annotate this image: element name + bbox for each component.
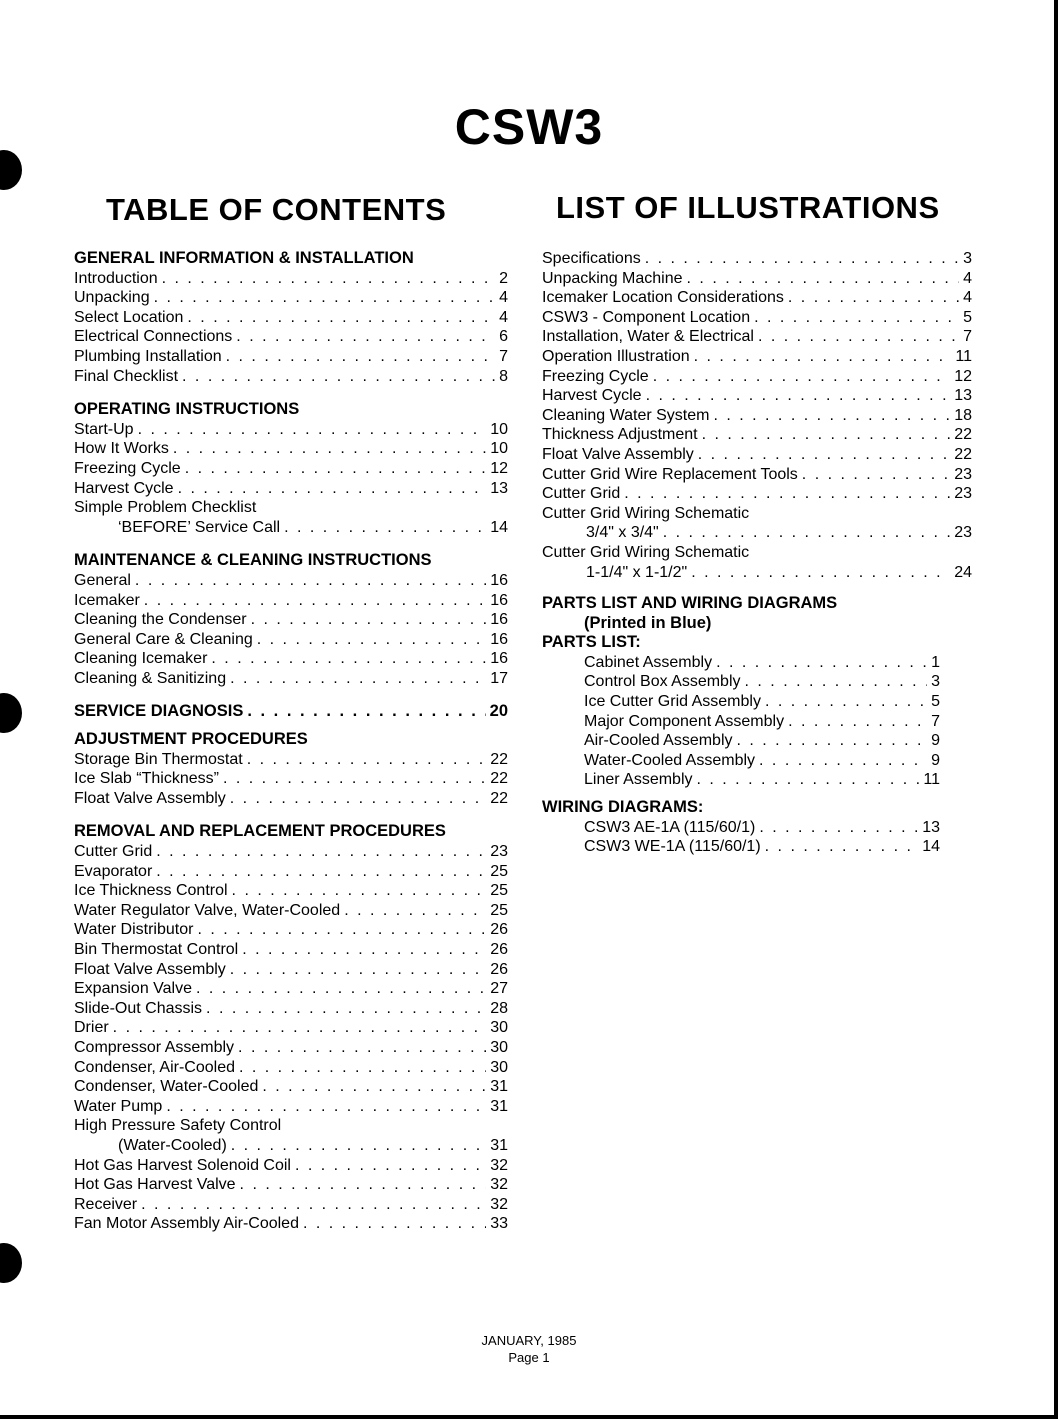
toc-entry[interactable]	[542, 347, 972, 367]
dot-leader	[242, 940, 486, 960]
entry-page: 16	[490, 571, 508, 589]
dot-leader	[737, 731, 928, 751]
dot-leader	[154, 288, 495, 308]
toc-entry[interactable]	[542, 504, 972, 524]
entry-label: Final Checklist	[74, 367, 179, 385]
entry-label: Hot Gas Harvest Solenoid Coil	[74, 1156, 291, 1174]
entry-label: Unpacking	[74, 289, 150, 307]
entry-label: Unpacking Machine	[542, 269, 683, 287]
entry-label: Operation Illustration	[542, 347, 690, 365]
dot-leader	[758, 327, 959, 347]
parts-heading: PARTS LIST AND WIRING DIAGRAMS	[542, 594, 838, 613]
parts-list-heading: PARTS LIST:	[542, 633, 641, 652]
entry-page: 4	[499, 308, 508, 326]
toc-entry[interactable]	[74, 789, 508, 809]
toc-entry[interactable]	[542, 543, 972, 563]
toc-entry[interactable]	[74, 881, 508, 901]
entry-label: Water Regulator Valve, Water-Cooled	[74, 901, 341, 919]
toc-section-heading: ADJUSTMENT PROCEDURES	[74, 730, 308, 749]
entry-label: Ice Cutter Grid Assembly	[584, 693, 761, 711]
entry-label: Thickness Adjustment	[542, 426, 698, 444]
entry-page: 31	[490, 1136, 508, 1154]
entry-page: 18	[954, 406, 972, 424]
entry-label: Air-Cooled Assembly	[584, 732, 733, 750]
dot-leader	[232, 881, 487, 901]
toc-entry[interactable]	[74, 571, 508, 591]
entry-label: CSW3 WE-1A (115/60/1)	[584, 838, 761, 856]
toc-entry[interactable]	[74, 327, 508, 347]
dot-leader	[663, 523, 950, 543]
entry-page: 2	[499, 269, 508, 287]
dot-leader	[759, 818, 918, 838]
entry-label: How It Works	[74, 440, 169, 458]
dot-leader	[173, 439, 486, 459]
dot-leader	[166, 1097, 486, 1117]
toc-entry[interactable]	[74, 308, 508, 328]
entry-page: 26	[490, 960, 508, 978]
toc-entry[interactable]	[584, 751, 940, 771]
illustrations-heading: LIST OF ILLUSTRATIONS	[556, 190, 940, 225]
toc-entry[interactable]	[584, 731, 940, 751]
toc-entry[interactable]	[74, 1077, 508, 1097]
toc-entry[interactable]	[584, 770, 940, 790]
entry-page: 9	[931, 751, 940, 769]
toc-section-heading: REMOVAL AND REPLACEMENT PROCEDURES	[74, 822, 446, 841]
wiring-heading: WIRING DIAGRAMS:	[542, 798, 704, 817]
entry-label: Condenser, Water-Cooled	[74, 1078, 259, 1096]
toc-section-heading: OPERATING INSTRUCTIONS	[74, 400, 300, 419]
entry-page: 11	[923, 771, 940, 789]
entry-page: 30	[490, 1019, 508, 1037]
dot-leader	[226, 347, 495, 367]
entry-page: 3	[931, 673, 940, 691]
entry-label: Cleaning the Condenser	[74, 611, 247, 629]
toc-entry[interactable]	[542, 288, 972, 308]
toc-entry[interactable]	[584, 837, 940, 857]
entry-page: 14	[922, 838, 940, 856]
dot-leader	[645, 249, 959, 269]
entry-label: Cleaning Icemaker	[74, 650, 208, 668]
entry-page: 4	[963, 289, 972, 307]
entry-label: Cutter Grid	[542, 485, 621, 503]
dot-leader	[197, 920, 486, 940]
entry-label: Water Pump	[74, 1097, 163, 1115]
entry-page: 8	[499, 367, 508, 385]
toc-entry[interactable]	[74, 591, 508, 611]
toc-entry[interactable]	[542, 465, 972, 485]
entry-label: Major Component Assembly	[584, 712, 785, 730]
toc-entry[interactable]	[74, 498, 508, 518]
dot-leader	[765, 837, 919, 857]
entry-page: 11	[955, 347, 972, 365]
entry-label: Bin Thermostat Control	[74, 941, 239, 958]
toc-entry[interactable]	[542, 269, 972, 289]
entry-label: Receiver	[74, 1195, 138, 1213]
toc-entry[interactable]	[74, 960, 508, 980]
toc-entry[interactable]	[584, 672, 940, 692]
toc-entry[interactable]	[542, 484, 972, 504]
dot-leader	[231, 1136, 486, 1156]
dot-leader	[247, 702, 485, 722]
toc-entry[interactable]	[74, 367, 508, 387]
dot-leader	[284, 518, 486, 538]
footer-date: JANUARY, 1985	[481, 1333, 577, 1348]
dot-leader	[257, 630, 486, 650]
toc-entry[interactable]	[74, 269, 508, 289]
entry-page: 23	[954, 465, 972, 483]
entry-label: General Care & Cleaning	[74, 630, 253, 648]
entry-label: Drier	[74, 1019, 109, 1037]
entry-label: Float Valve Assembly	[74, 789, 226, 807]
toc-section-heading	[74, 702, 508, 722]
entry-label: Control Box Assembly	[584, 673, 741, 691]
entry-label: Water-Cooled Assembly	[584, 751, 756, 769]
toc-entry[interactable]	[74, 1116, 508, 1136]
entry-label: CSW3 - Component Location	[542, 308, 751, 326]
dot-leader	[230, 960, 486, 980]
dot-leader	[713, 406, 950, 426]
illustrations-column	[542, 249, 972, 857]
toc-entry[interactable]	[74, 1097, 508, 1117]
dot-leader	[156, 862, 486, 882]
toc-entry[interactable]	[74, 479, 508, 499]
dot-leader	[295, 1156, 486, 1176]
entry-page: 16	[490, 611, 508, 629]
toc-entry[interactable]	[74, 979, 508, 999]
section-page: 20	[489, 702, 508, 721]
entry-label: Simple Problem Checklist	[74, 499, 257, 517]
entry-label: Harvest Cycle	[542, 387, 642, 405]
entry-label: Condenser, Air-Cooled	[74, 1058, 235, 1076]
entry-page: 17	[490, 669, 508, 687]
entry-page: 22	[954, 426, 972, 444]
toc-entry[interactable]	[74, 347, 508, 367]
dot-leader	[697, 770, 920, 790]
entry-page: 22	[490, 770, 508, 788]
entry-page: 1	[931, 653, 940, 671]
entry-page: 7	[499, 347, 508, 365]
entry-page: 24	[954, 563, 972, 581]
entry-label: Cleaning Water System	[542, 406, 710, 424]
entry-page: 25	[490, 882, 508, 900]
entry-page: 16	[490, 630, 508, 648]
dot-leader	[206, 999, 486, 1019]
toc-entry[interactable]	[74, 420, 508, 440]
toc-entry[interactable]	[74, 459, 508, 479]
entry-page: 4	[499, 289, 508, 307]
dot-leader	[138, 420, 487, 440]
entry-page: 5	[963, 308, 972, 326]
entry-label: Expansion Valve	[74, 980, 192, 998]
toc-entry[interactable]	[74, 610, 508, 630]
entry-page: 31	[490, 1097, 508, 1115]
dot-leader	[113, 1018, 487, 1038]
entry-page: 16	[490, 591, 508, 609]
entry-page: 26	[490, 921, 508, 939]
dot-leader	[135, 571, 486, 591]
dot-leader	[788, 712, 927, 732]
entry-label: Cleaning & Sanitizing	[74, 669, 227, 687]
entry-page: 30	[490, 1038, 508, 1056]
entry-page: 7	[963, 328, 972, 346]
entry-page: 32	[490, 1195, 508, 1213]
dot-leader	[211, 649, 486, 669]
entry-page: 3	[963, 250, 972, 267]
toc-entry[interactable]	[74, 1038, 508, 1058]
dot-leader	[196, 979, 486, 999]
toc-entry[interactable]	[74, 630, 508, 650]
toc-entry[interactable]	[542, 406, 972, 426]
toc-entry[interactable]	[542, 523, 972, 543]
dot-leader	[687, 269, 960, 289]
dot-leader	[691, 563, 950, 583]
toc-entry[interactable]	[542, 327, 972, 347]
entry-page: 5	[931, 693, 940, 711]
entry-page: 10	[490, 440, 508, 458]
entry-page: 12	[490, 459, 508, 477]
entry-label: Hot Gas Harvest Valve	[74, 1176, 236, 1194]
entry-label: General	[74, 571, 131, 589]
dot-leader	[303, 1214, 486, 1234]
entry-page: 27	[490, 980, 508, 998]
toc-entry[interactable]	[74, 1195, 508, 1215]
dot-leader	[162, 269, 495, 289]
dot-leader	[247, 750, 487, 770]
toc-entry[interactable]	[74, 1156, 508, 1176]
entry-label: Introduction	[74, 269, 158, 287]
entry-page: 23	[954, 524, 972, 542]
entry-page: 23	[954, 485, 972, 503]
dot-leader	[230, 669, 486, 689]
dot-leader	[624, 484, 950, 504]
entry-page: 31	[490, 1078, 508, 1096]
entry-page: 13	[490, 479, 508, 497]
entry-page: 22	[490, 789, 508, 807]
document-title: CSW3	[454, 99, 604, 155]
parts-list	[542, 653, 940, 790]
dot-leader	[251, 610, 487, 630]
entry-page: 22	[490, 750, 508, 768]
toc-heading: TABLE OF CONTENTS	[106, 192, 447, 227]
entry-label: Cutter Grid Wire Replacement Tools	[542, 465, 798, 483]
entry-label: ‘BEFORE’ Service Call	[118, 518, 281, 536]
toc-entry[interactable]	[542, 563, 972, 583]
dot-leader	[646, 386, 951, 406]
toc-entry[interactable]	[74, 901, 508, 921]
dot-leader	[141, 1195, 486, 1215]
dot-leader	[178, 479, 487, 499]
entry-label: CSW3 AE-1A (115/60/1)	[584, 818, 756, 836]
toc-entry[interactable]	[542, 308, 972, 328]
dot-leader	[230, 789, 486, 809]
entry-label: Icemaker	[74, 591, 140, 609]
entry-label: Fan Motor Assembly Air-Cooled	[74, 1215, 299, 1233]
dot-leader	[187, 308, 495, 328]
dot-leader	[182, 367, 495, 387]
entry-label: Icemaker Location Considerations	[542, 289, 784, 307]
entry-page: 14	[490, 518, 508, 536]
entry-page: 26	[490, 941, 508, 958]
toc-entry[interactable]	[74, 769, 508, 789]
entry-label: (Water-Cooled)	[118, 1136, 227, 1154]
section-title: SERVICE DIAGNOSIS	[74, 702, 244, 721]
entry-page: 7	[931, 712, 940, 730]
entry-page: 25	[490, 862, 508, 880]
toc-entry[interactable]	[74, 920, 508, 940]
toc-entry[interactable]	[542, 367, 972, 387]
entry-label: Select Location	[74, 308, 184, 326]
toc-entry[interactable]	[74, 288, 508, 308]
dot-leader	[156, 842, 486, 862]
toc-entry[interactable]	[584, 692, 940, 712]
entry-label: Water Distributor	[74, 921, 194, 939]
entry-label: Storage Bin Thermostat	[74, 750, 243, 768]
dot-leader	[802, 465, 950, 485]
toc-entry[interactable]	[542, 386, 972, 406]
toc-entry[interactable]	[74, 1214, 508, 1234]
entry-label: Cutter Grid	[74, 843, 153, 861]
dot-leader	[236, 327, 495, 347]
entry-label: Float Valve Assembly	[542, 445, 694, 463]
entry-label: Harvest Cycle	[74, 479, 174, 497]
entry-label: Ice Slab “Thickness”	[74, 770, 219, 788]
entry-label: Evaporator	[74, 862, 153, 880]
wiring-list	[542, 818, 940, 857]
entry-page: 16	[490, 650, 508, 668]
toc-entry[interactable]	[584, 653, 940, 673]
toc-entry[interactable]	[74, 669, 508, 689]
entry-page: 12	[954, 367, 972, 385]
dot-leader	[694, 347, 952, 367]
toc-entry[interactable]	[74, 649, 508, 669]
entry-label: Cutter Grid Wiring Schematic	[542, 504, 750, 522]
entry-page: 10	[490, 420, 508, 438]
entry-label: Liner Assembly	[584, 771, 693, 789]
dot-leader	[239, 1058, 486, 1078]
entry-page: 33	[490, 1215, 508, 1233]
toc-entry[interactable]	[74, 842, 508, 862]
toc-section-heading: GENERAL INFORMATION & INSTALLATION	[74, 249, 414, 267]
entry-page: 32	[490, 1156, 508, 1174]
entry-label: Cutter Grid Wiring Schematic	[542, 543, 750, 561]
parts-note: (Printed in Blue)	[584, 613, 712, 632]
toc-entry[interactable]	[74, 1175, 508, 1195]
dot-leader	[240, 1175, 487, 1195]
entry-page: 13	[922, 818, 940, 836]
entry-label: Freezing Cycle	[74, 459, 181, 477]
dot-leader	[759, 751, 927, 771]
entry-page: 28	[490, 999, 508, 1017]
entry-label: Ice Thickness Control	[74, 882, 228, 900]
toc-entry[interactable]	[74, 940, 508, 960]
toc-entry[interactable]	[74, 750, 508, 770]
entry-page: 32	[490, 1176, 508, 1194]
entry-label: Installation, Water & Electrical	[542, 328, 754, 346]
entry-label: High Pressure Safety Control	[74, 1117, 282, 1135]
toc-entry[interactable]	[542, 445, 972, 465]
entry-label: Float Valve Assembly	[74, 960, 226, 978]
entry-page: 30	[490, 1058, 508, 1076]
toc-entry[interactable]	[584, 712, 940, 732]
dot-leader	[788, 288, 959, 308]
dot-leader	[754, 308, 959, 328]
toc-entry[interactable]	[74, 1058, 508, 1078]
dot-leader	[653, 367, 951, 387]
entry-page: 6	[499, 328, 508, 346]
entry-label: 3/4" x 3/4"	[586, 524, 659, 542]
toc-entry[interactable]	[74, 518, 508, 538]
entry-label: Specifications	[542, 250, 641, 267]
toc-entry[interactable]	[74, 862, 508, 882]
toc-entry[interactable]	[542, 425, 972, 445]
toc-entry[interactable]	[584, 818, 940, 838]
dot-leader	[262, 1077, 486, 1097]
dot-leader	[185, 459, 487, 479]
entry-page: 13	[954, 387, 972, 405]
toc-entry[interactable]	[74, 1018, 508, 1038]
toc-column	[74, 249, 508, 1234]
dot-leader	[223, 769, 486, 789]
dot-leader	[765, 692, 927, 712]
toc-entry[interactable]	[74, 999, 508, 1019]
entry-page: 22	[954, 445, 972, 463]
entry-label: Compressor Assembly	[74, 1038, 235, 1056]
toc-entry[interactable]	[542, 249, 972, 269]
toc-entry[interactable]	[74, 1136, 508, 1156]
entry-label: Freezing Cycle	[542, 367, 649, 385]
dot-leader	[698, 445, 950, 465]
entry-label: Cabinet Assembly	[584, 653, 713, 671]
footer-page: Page 1	[508, 1350, 550, 1365]
entry-page: 4	[963, 269, 972, 287]
entry-label: Plumbing Installation	[74, 347, 222, 365]
toc-section-heading: MAINTENANCE & CLEANING INSTRUCTIONS	[74, 551, 432, 570]
entry-page: 9	[931, 732, 940, 750]
entry-label: Start-Up	[74, 420, 134, 438]
dot-leader	[716, 653, 927, 673]
entry-page: 25	[490, 901, 508, 919]
dot-leader	[144, 591, 486, 611]
dot-leader	[702, 425, 951, 445]
entry-page: 23	[490, 843, 508, 861]
dot-leader	[344, 901, 486, 921]
toc-entry[interactable]	[74, 439, 508, 459]
entry-label: Electrical Connections	[74, 328, 233, 346]
dot-leader	[238, 1038, 486, 1058]
dot-leader	[745, 672, 928, 692]
entry-label: 1-1/4" x 1-1/2"	[586, 563, 688, 581]
entry-label: Slide-Out Chassis	[74, 999, 203, 1017]
